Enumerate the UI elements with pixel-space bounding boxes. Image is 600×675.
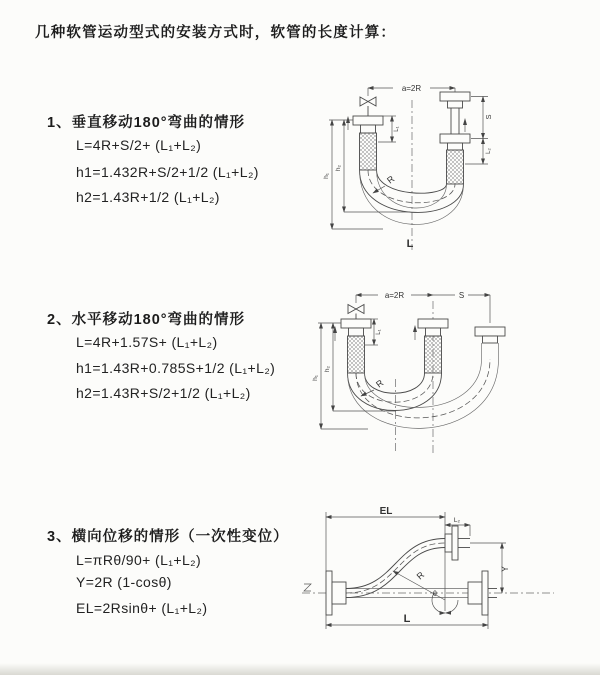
radius-label: R bbox=[414, 569, 427, 582]
dim-label-s: S bbox=[484, 114, 493, 120]
movement-arrow bbox=[463, 118, 467, 125]
dim-label-y: Y bbox=[500, 565, 510, 573]
braided-hose-left bbox=[348, 336, 365, 373]
page-title: 几种软管运动型式的安装方式时，软管的长度计算： bbox=[35, 25, 397, 41]
diagram-vertical-180-bend bbox=[315, 72, 545, 264]
braided-hose-right bbox=[447, 150, 464, 184]
section-1-formula-h2: h2=1.43R+1/2 (L₁+L₂) bbox=[76, 189, 220, 205]
dim-label-l2: L₂ bbox=[453, 517, 461, 524]
length-label: L bbox=[406, 238, 414, 250]
hose-displaced-position bbox=[346, 539, 445, 589]
valve-icon bbox=[348, 305, 364, 314]
movement-arrow bbox=[346, 116, 350, 123]
section-2-formula-h2: h2=1.43R+S/2+1/2 (L₁+L₂) bbox=[76, 385, 251, 401]
section-2-formula-L: L=4R+1.57S+ (L₁+L₂) bbox=[76, 334, 218, 350]
flange-right bbox=[468, 582, 482, 604]
scan-bottom-edge bbox=[0, 663, 600, 675]
flange-right-upper bbox=[440, 92, 470, 101]
section-2-formula-h1: h1=1.43R+0.785S+1/2 (L₁+L₂) bbox=[76, 360, 276, 376]
dim-label-a2r: a=2R bbox=[401, 84, 422, 93]
braided-hose-middle bbox=[425, 336, 442, 373]
section-3-formula-EL: EL=2Rsinθ+ (L₁+L₂) bbox=[76, 600, 208, 616]
flange-upper-right bbox=[445, 534, 452, 552]
dim-label-h1: h₁ bbox=[312, 375, 319, 381]
angle-label: θ bbox=[433, 591, 437, 598]
section-3-formula-L: L=πRθ/90+ (L₁+L₂) bbox=[76, 552, 202, 568]
dim-label-l1: L₁ bbox=[376, 329, 382, 335]
flange-right-lower bbox=[440, 134, 470, 143]
section-1-heading: 1、垂直移动180°弯曲的情形 bbox=[47, 115, 246, 131]
section-3-formula-Y: Y=2R (1-cosθ) bbox=[76, 574, 172, 590]
dim-label-l1: L₁ bbox=[394, 126, 400, 132]
flange-left bbox=[353, 116, 383, 125]
dim-label-h2: h₂ bbox=[335, 164, 342, 172]
braided-hose-left bbox=[360, 133, 377, 170]
flange-middle bbox=[418, 319, 448, 328]
movement-arrow bbox=[333, 326, 337, 333]
radius-label: R bbox=[374, 377, 386, 390]
dim-label-l2: L₂ bbox=[486, 148, 492, 154]
dim-label-h1: h₁ bbox=[323, 173, 330, 179]
section-2-heading: 2、水平移动180°弯曲的情形 bbox=[47, 312, 246, 328]
dim-label-h2: h₂ bbox=[324, 365, 331, 373]
movement-arrow bbox=[413, 325, 417, 332]
axis-mark bbox=[304, 584, 311, 591]
diagram-horizontal-180-bend bbox=[308, 283, 526, 475]
dim-label-el: EL bbox=[379, 506, 393, 517]
section-3-heading: 3、横向位移的情形（一次性变位） bbox=[47, 529, 289, 545]
section-1-formula-L: L=4R+S/2+ (L₁+L₂) bbox=[76, 137, 202, 153]
valve-icon bbox=[360, 97, 376, 106]
radius-label: R bbox=[385, 173, 397, 186]
dim-label-a2r: a=2R bbox=[384, 291, 405, 300]
diagram-lateral-displacement bbox=[298, 503, 560, 655]
flange-left bbox=[341, 319, 371, 328]
flange-left bbox=[326, 571, 332, 615]
flange-right bbox=[475, 327, 505, 336]
dim-label-l: L bbox=[403, 613, 411, 625]
section-1-formula-h1: h1=1.432R+S/2+1/2 (L₁+L₂) bbox=[76, 164, 259, 180]
dim-label-s: S bbox=[458, 291, 465, 300]
